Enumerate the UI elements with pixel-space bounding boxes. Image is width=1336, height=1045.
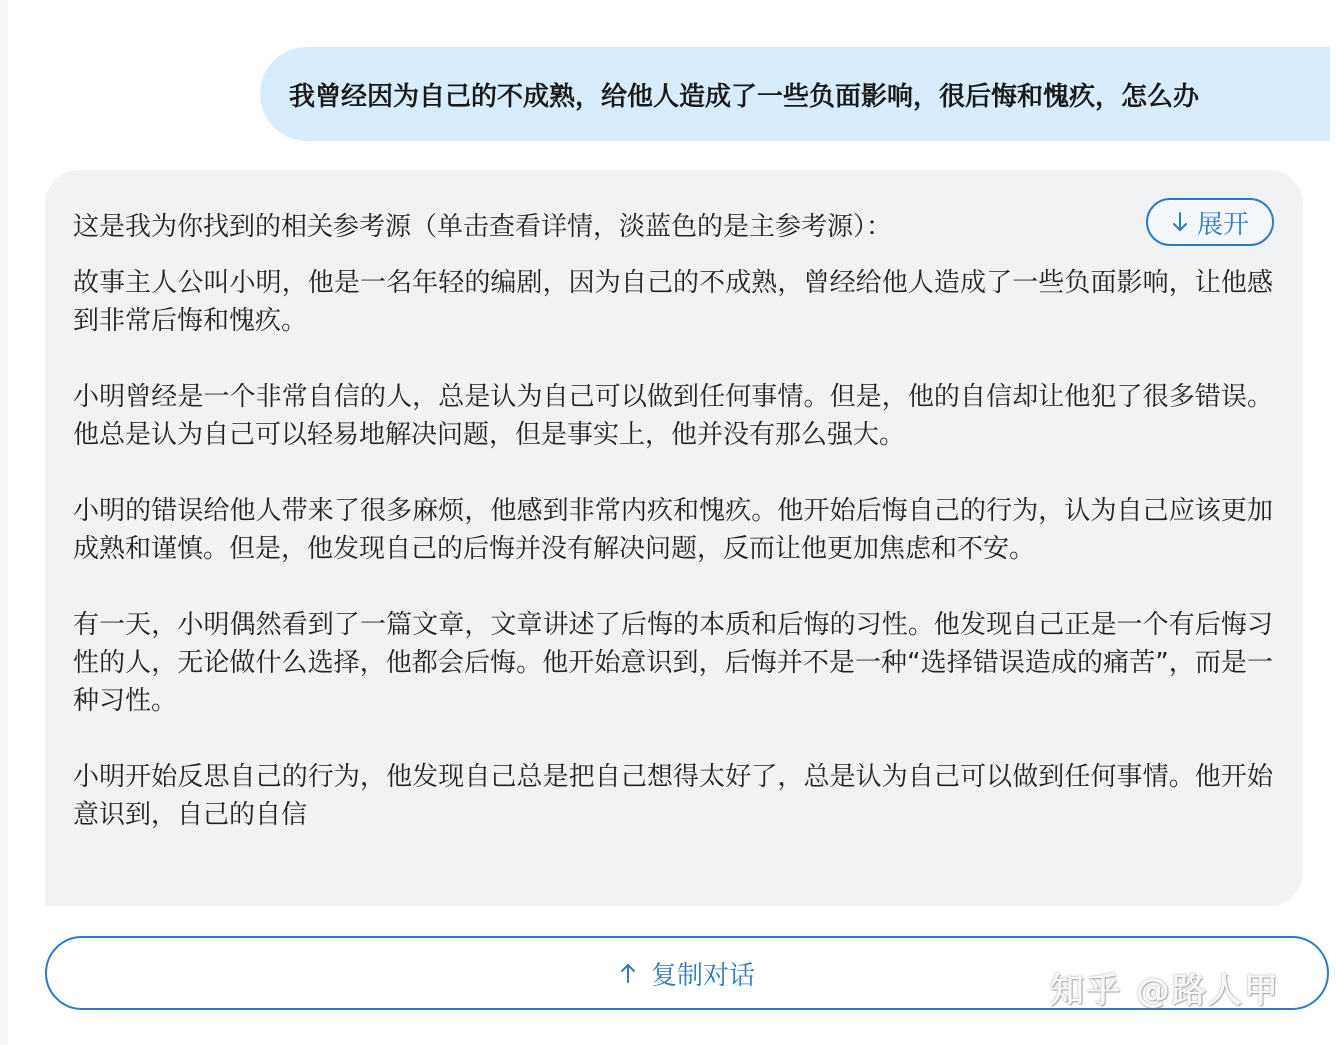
- arrow-up-icon: [619, 961, 637, 985]
- bot-response-bubble: [45, 170, 1303, 906]
- sources-row: [73, 202, 1275, 246]
- response-paragraph: 小明的错误给他人带来了很多麻烦，他感到非常内疚和愧疚。他开始后悔自己的行为，认为自己应该更加成熟和谨慎。但是，他发现自己的后悔并没有解决问题，反而让他更加焦虑和不安。: [73, 496, 1273, 564]
- watermark: 知乎 @路人甲: [1050, 971, 1280, 1011]
- user-message-bubble: [260, 47, 1330, 141]
- sources-label: 这是我为你找到的相关参考源（单击查看详情，淡蓝色的是主参考源）：: [73, 212, 893, 242]
- response-paragraph: 小明曾经是一个非常自信的人，总是认为自己可以做到任何事情。但是，他的自信却让他犯了很多错误。他总是认为自己可以轻易地解决问题，但是事实上，他并没有那么强大。: [73, 382, 1273, 450]
- copy-conversation-label: 复制对话: [650, 960, 755, 991]
- expand-label: 展开: [1196, 209, 1249, 240]
- response-body: [73, 264, 1275, 834]
- response-paragraph: 有一天，小明偶然看到了一篇文章，文章讲述了后悔的本质和后悔的习性。他发现自己正是一个有后悔习性的人，无论做什么选择，他都会后悔。他开始意识到，后悔并不是一种“选择错误造成的痛苦”，而是一种习性。: [73, 610, 1273, 716]
- response-paragraph: 小明开始反思自己的行为，他发现自己总是把自己想得太好了，总是认为自己可以做到任何事情。他开始意识到，自己的自信: [73, 762, 1273, 830]
- user-message-text: 我曾经因为自己的不成熟，给他人造成了一些负面影响，很后悔和愧疚，怎么办: [289, 81, 1200, 112]
- left-edge-strip: [0, 0, 8, 1045]
- expand-sources-button[interactable]: [1146, 198, 1274, 246]
- arrow-down-icon: [1171, 210, 1189, 234]
- response-paragraph: 故事主人公叫小明，他是一名年轻的编剧，因为自己的不成熟，曾经给他人造成了一些负面影响，让他感到非常后悔和愧疚。: [73, 268, 1273, 336]
